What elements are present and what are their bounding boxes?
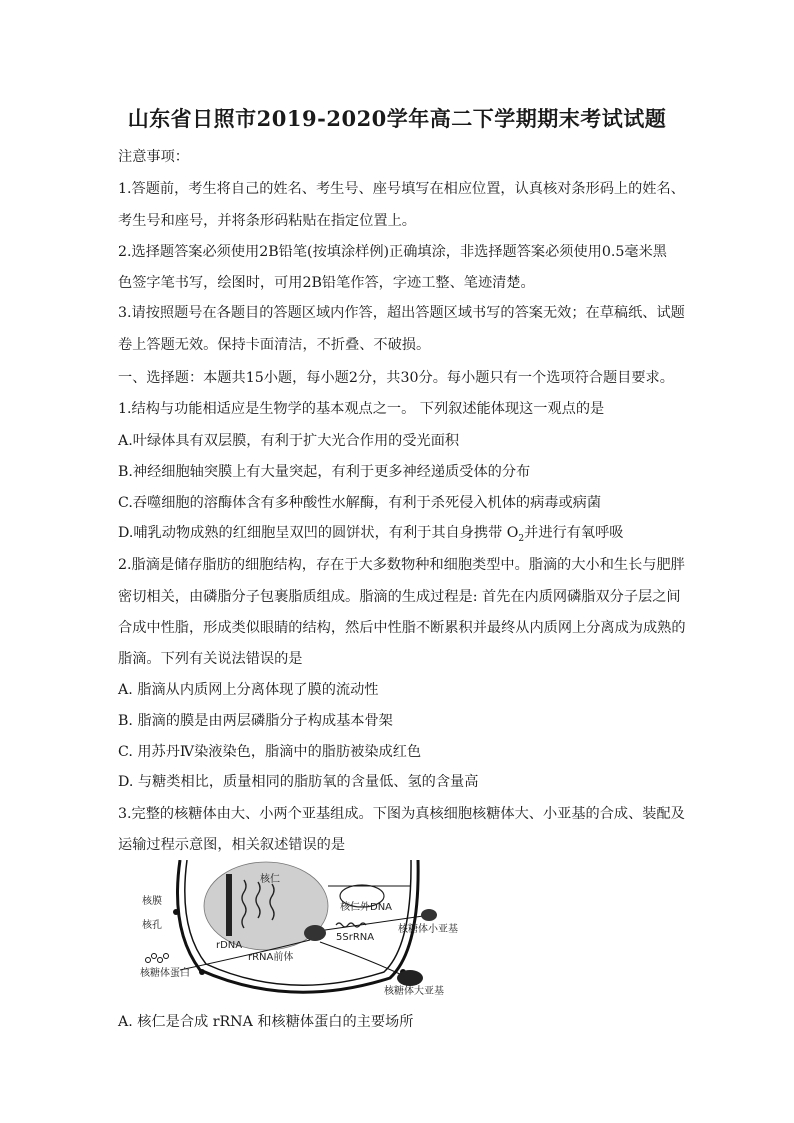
large-subunit-shape — [397, 970, 423, 986]
q2-option-b: B. 脂滴的膜是由两层磷脂分子构成基本骨架 — [118, 713, 393, 729]
protein-dot — [158, 958, 163, 963]
ribosome-diagram — [140, 860, 480, 995]
page-title: 山东省日照市2019-2020学年高二下学期期末考试试题 — [127, 106, 667, 131]
notice-item-3: 3.请按照题号在各题目的答题区域内作答，超出答题区域书写的答案无效；在草稿纸、试题 — [118, 305, 685, 321]
label-ribosomal-protein: 核糖体蛋白 — [140, 968, 190, 979]
nuclear-pore — [173, 909, 179, 915]
q2-stem-3: 合成中性脂，形成类似眼睛的结构，然后中性脂不断累积并最终从内质网上分离成为成熟的 — [118, 620, 686, 636]
label-rrna-precursor: rRNA前体 — [248, 952, 294, 963]
notice-item-2-cont: 色签字笔书写，绘图时，可用2B铅笔作答，字迹工整、笔迹清楚。 — [118, 275, 535, 291]
q1-option-b: B.神经细胞轴突膜上有大量突起，有利于更多神经递质受体的分布 — [118, 464, 531, 480]
q1-option-d: D.哺乳动物成熟的红细胞呈双凹的圆饼状，有利于其自身携带 $O_2$并进行有氧呼吸 — [118, 525, 624, 544]
protein-dot — [164, 954, 169, 959]
q2-stem-1: 2.脂滴是储存脂肪的细胞结构，存在于大多数物种和细胞类型中。脂滴的大小和生长与肥胖 — [118, 557, 685, 573]
q2-stem-4: 脂滴。下列有关说法错误的是 — [118, 651, 303, 667]
q1-option-a: A.叶绿体具有双层膜，有利于扩大光合作用的受光面积 — [118, 433, 460, 449]
small-subunit-shape — [421, 909, 437, 921]
label-extra-dna: 核仁外DNA — [340, 902, 393, 913]
q2-option-d: D. 与糖类相比，质量相同的脂肪氧的含量低、氢的含量高 — [118, 774, 479, 790]
protein-dot — [152, 954, 157, 959]
section-heading: 一、选择题：本题共15小题，每小题2分，共30分。每小题只有一个选项符合题目要求。 — [118, 370, 674, 386]
label-nucleolus: 核仁 — [260, 874, 280, 885]
notice-item-1-cont: 考生号和座号，并将条形码粘贴在指定位置上。 — [118, 213, 416, 229]
q2-stem-2: 密切相关，由磷脂分子包裹脂质组成。脂滴的生成过程是: 首先在内质网磷脂双分子层之间 — [118, 589, 681, 605]
protein-dot — [146, 958, 151, 963]
q3-stem-2: 运输过程示意图，相关叙述错误的是 — [118, 837, 346, 853]
label-rdna: rDNA — [216, 940, 243, 951]
label-5srrna: 5SrRNA — [336, 932, 375, 943]
notice-item-1: 1.答题前，考生将自己的姓名、考生号、座号填写在相应位置，认真核对条形码上的姓名、 — [118, 181, 685, 197]
arrow — [320, 942, 402, 975]
notice-item-2: 2.选择题答案必须使用2B铅笔(按填涂样例)正确填涂，非选择题答案必须使用0.5毫米黑 — [118, 244, 667, 260]
notice-item-3-cont: 卷上答题无效。保持卡面清洁，不折叠、不破损。 — [118, 337, 431, 353]
label-nuclear-membrane: 核膜 — [142, 896, 162, 907]
assembling-subunit — [304, 925, 326, 941]
rdna-strand — [226, 874, 232, 936]
label-small-subunit: 核糖体小亚基 — [398, 924, 458, 935]
q2-option-c: C. 用苏丹Ⅳ染液染色，脂滴中的脂肪被染成红色 — [118, 744, 422, 760]
notice-heading: 注意事项： — [118, 149, 189, 165]
label-large-subunit: 核糖体大亚基 — [384, 986, 444, 995]
label-nuclear-pore: 核孔 — [142, 920, 162, 931]
q3-stem-1: 3.完整的核糖体由大、小两个亚基组成。下图为真核细胞核糖体大、小亚基的合成、装配及 — [118, 806, 685, 822]
q1-stem: 1.结构与功能相适应是生物学的基本观点之一。 下列叙述能体现这一观点的是 — [118, 401, 605, 417]
q3-option-a: A. 核仁是合成 rRNA 和核糖体蛋白的主要场所 — [118, 1014, 414, 1030]
nuclear-pore — [199, 969, 205, 975]
q1-option-c: C.吞噬细胞的溶酶体含有多种酸性水解酶，有利于杀死侵入机体的病毒或病菌 — [118, 495, 602, 511]
q2-option-a: A. 脂滴从内质网上分离体现了膜的流动性 — [118, 682, 379, 698]
